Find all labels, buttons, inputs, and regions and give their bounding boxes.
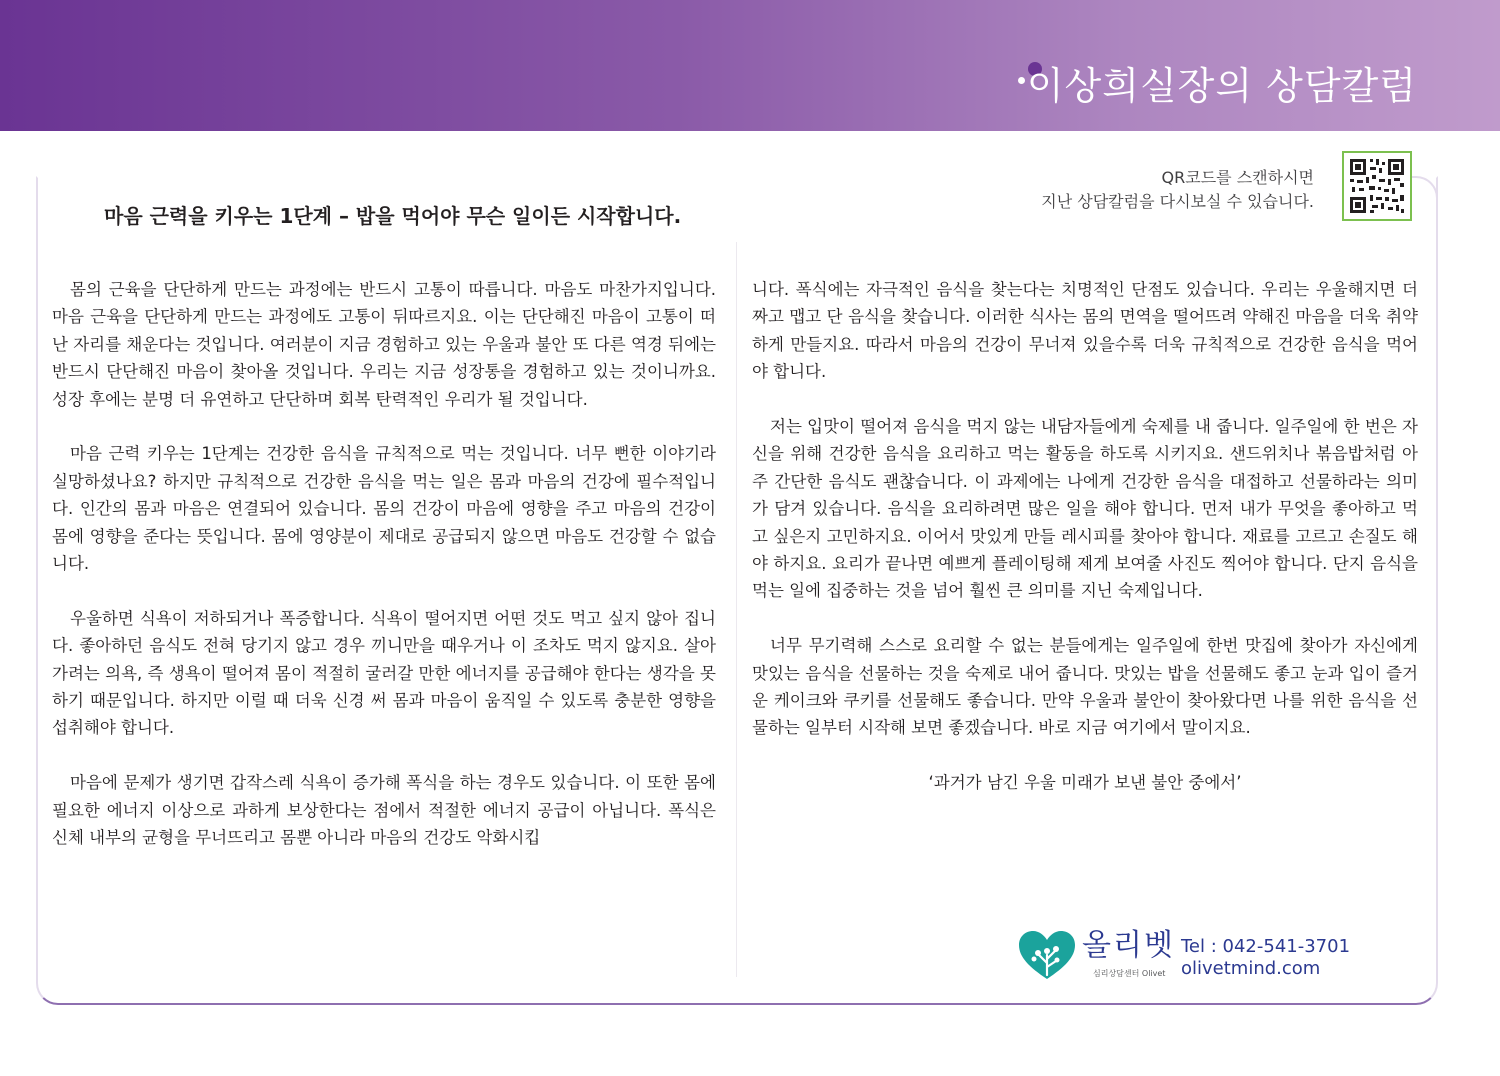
article-paragraph: 몸의 근육을 단단하게 만드는 과정에는 반드시 고통이 따릅니다. 마음도 마찬가지입니다. 마음 근육을 단단하게 만드는 과정에도 고통이 뒤따르지요. 이는 단단해진 마음이 고통이 떠난 자리를 채운다는 것입니다. 여러분이 지금 경험하고 있는 우울과 불안 또 다른 역경 뒤에는 반드시 단단해진 마음이 찾아올 것입니다. 우리는 지금 성장통을 경험하고 있는 것이니까요. 성장 후에는 분명 더 유연하고 단단하며 회복 탄력적인 우리가 될 것입니다. xyxy=(52,280,716,409)
qr-instruction-line-1: QR코드를 스캔하시면 xyxy=(1161,168,1314,187)
article-headline: 마음 근력을 키우는 1단계 – 밥을 먹어야 무슨 일이든 시작합니다. xyxy=(104,204,682,228)
article-column-right xyxy=(752,276,1418,797)
article-paragraph: 저는 입맛이 떨어져 음식을 먹지 않는 내담자들에게 숙제를 내 줍니다. 일주일에 한 번은 자신을 위해 건강한 음식을 요리하고 먹는 활동을 하도록 시키지요. 샌드위치나 볶음밥처럼 아주 간단한 음식도 괜찮습니다. 이 과제에는 나에게 건강한 음식을 대접하고 선물하라는 의미가 담겨 있습니다. 음식을 요리하려면 많은 일을 해야 합니다. 먼저 내가 무엇을 좋아하고 먹고 싶은지 고민하지요. 이어서 맛있게 만들 레시피를 찾아야 합니다. 재료를 고르고 손질도 해야 하지요. 요리가 끝나면 예쁘게 플레이팅해 제게 보여줄 사진도 찍어야 합니다. 단지 음식을 먹는 일에 집중하는 것을 넘어 훨씬 큰 의미를 지닌 숙제입니다. xyxy=(752,417,1418,601)
qr-code-graphic xyxy=(1344,153,1410,219)
article-paragraph: 니다. 폭식에는 자극적인 음식을 찾는다는 치명적인 단점도 있습니다. 우리는 우울해지면 더 짜고 맵고 단 음식을 찾습니다. 이러한 식사는 몸의 면역을 떨어뜨려 약해진 마음을 더욱 취약하게 만들지요. 따라서 마음의 건강이 무너져 있을수록 더욱 규칙적으로 건강한 음식을 먹어야 합니다. xyxy=(752,280,1418,382)
heart-tree-logo-icon xyxy=(1017,929,1077,981)
bullet-dot-small-icon xyxy=(1018,77,1025,84)
column-divider xyxy=(736,242,737,977)
contact-info xyxy=(1181,936,1350,980)
brand-name: 올리벳 xyxy=(1082,928,1175,963)
phone-number: Tel : 042-541-3701 xyxy=(1181,936,1351,957)
qr-instruction-line-2: 지난 상담칼럼을 다시보실 수 있습니다. xyxy=(1041,192,1314,211)
article-paragraph: 마음에 문제가 생기면 갑작스레 식욕이 증가해 폭식을 하는 경우도 있습니다. 이 또한 몸에 필요한 에너지 이상으로 과하게 보상한다는 점에서 적절한 에너지 공급이 아닙니다. 폭식은 신체 내부의 균형을 무너뜨리고 몸뿐 아니라 마음의 건강도 악화시킵 xyxy=(52,773,716,848)
qr-instruction xyxy=(1041,166,1314,214)
brand-subtitle: 심리상담센터 Olivet xyxy=(1093,969,1166,978)
qr-code-icon[interactable] xyxy=(1342,151,1412,221)
article-paragraph: 너무 무기력해 스스로 요리할 수 없는 분들에게는 일주일에 한번 맛집에 찾아가 자신에게 맛있는 음식을 선물하는 것을 숙제로 내어 줍니다. 맛있는 밥을 선물해도 좋고 눈과 입이 즐거운 케이크와 쿠키를 선물해도 좋습니다. 만약 우울과 불안이 찾아왔다면 나를 위한 음식을 선물하는 일부터 시작해 보면 좋겠습니다. 바로 지금 여기에서 말이지요. xyxy=(752,636,1418,738)
article-paragraph: 마음 근력 키우는 1단계는 건강한 음식을 규칙적으로 먹는 것입니다. 너무 뻔한 이야기라 실망하셨나요? 하지만 규칙적으로 건강한 음식을 먹는 일은 몸과 마음의 건강에 필수적입니다. 인간의 몸과 마음은 연결되어 있습니다. 몸의 건강이 마음에 영향을 주고 마음의 건강이 몸에 영향을 준다는 뜻입니다. 몸에 영양분이 제대로 공급되지 않으면 마음도 건강할 수 없습니다. xyxy=(52,444,716,574)
column-series-title: 이상희실장의 상담칼럼 xyxy=(1026,64,1417,108)
website-link[interactable]: olivetmind.com xyxy=(1181,958,1321,979)
article-column-left xyxy=(52,276,716,851)
article-paragraph: 우울하면 식욕이 저하되거나 폭증합니다. 식욕이 떨어지면 어떤 것도 먹고 싶지 않아 집니다. 좋아하던 음식도 전혀 당기지 않고 경우 끼니만을 때우거나 이 조차도 먹지 않지요. 살아가려는 의욕, 즉 생욕이 떨어져 몸이 적절히 굴러갈 만한 에너지를 공급해야 한다는 생각을 못하기 때문입니다. 하지만 이럴 때 더욱 신경 써 몸과 마음이 움직일 수 있도록 충분한 영향을 섭취해야 합니다. xyxy=(52,608,716,738)
source-quote: ‘과거가 남긴 우울 미래가 보낸 불안 중에서’ xyxy=(928,773,1242,793)
header-banner xyxy=(0,0,1500,131)
